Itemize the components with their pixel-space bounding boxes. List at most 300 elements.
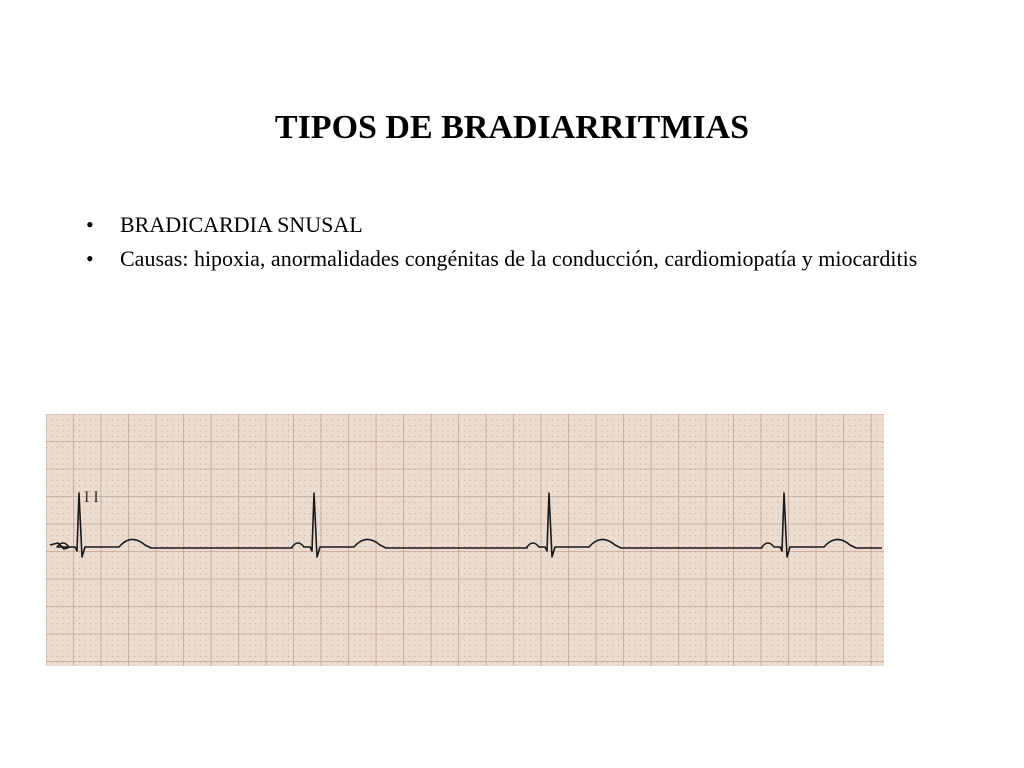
ecg-grid-dot xyxy=(437,491,438,492)
ecg-grid-dot xyxy=(63,436,64,437)
ecg-grid-dot xyxy=(310,475,311,476)
ecg-grid-dot xyxy=(173,491,174,492)
ecg-grid-dot xyxy=(134,486,135,487)
ecg-grid-dot xyxy=(206,486,207,487)
ecg-grid-dot xyxy=(547,596,548,597)
ecg-grid-dot xyxy=(85,508,86,509)
ecg-grid-dot xyxy=(508,645,509,646)
ecg-grid-dot xyxy=(448,585,449,586)
ecg-grid-dot xyxy=(585,541,586,542)
ecg-grid-dot xyxy=(492,629,493,630)
ecg-grid-dot xyxy=(442,530,443,531)
ecg-grid-dot xyxy=(167,546,168,547)
ecg-grid-dot xyxy=(250,651,251,652)
ecg-grid-dot xyxy=(574,563,575,564)
ecg-grid-dot xyxy=(85,486,86,487)
ecg-grid-dot xyxy=(464,557,465,558)
bullet-list xyxy=(86,212,966,280)
ecg-grid-dot xyxy=(52,508,53,509)
ecg-grid-dot xyxy=(206,541,207,542)
ecg-grid-dot xyxy=(393,656,394,657)
ecg-grid-dot xyxy=(112,629,113,630)
ecg-grid-dot xyxy=(382,541,383,542)
ecg-grid-dot xyxy=(470,557,471,558)
ecg-grid-dot xyxy=(283,535,284,536)
ecg-grid-dot xyxy=(57,486,58,487)
ecg-grid-dot xyxy=(448,420,449,421)
ecg-grid-dot xyxy=(173,568,174,569)
ecg-grid-dot xyxy=(255,530,256,531)
ecg-grid-dot xyxy=(134,480,135,481)
ecg-grid-dot xyxy=(52,458,53,459)
ecg-grid-dot xyxy=(503,453,504,454)
ecg-grid-dot xyxy=(283,431,284,432)
ecg-grid-dot xyxy=(173,447,174,448)
ecg-grid-dot xyxy=(629,656,630,657)
ecg-grid-dot xyxy=(508,574,509,575)
ecg-grid-dot xyxy=(283,425,284,426)
ecg-grid-dot xyxy=(90,425,91,426)
ecg-grid-dot xyxy=(85,447,86,448)
ecg-grid-dot xyxy=(464,458,465,459)
ecg-grid-dot xyxy=(272,585,273,586)
ecg-grid-dot xyxy=(250,508,251,509)
ecg-grid-dot xyxy=(618,590,619,591)
ecg-grid-dot xyxy=(585,464,586,465)
ecg-grid-dot xyxy=(123,623,124,624)
ecg-grid-dot xyxy=(420,447,421,448)
ecg-grid-dot xyxy=(217,480,218,481)
ecg-grid-dot xyxy=(272,645,273,646)
ecg-grid-dot xyxy=(585,491,586,492)
ecg-grid-dot xyxy=(167,574,168,575)
ecg-grid-dot xyxy=(112,541,113,542)
ecg-grid-dot xyxy=(508,425,509,426)
ecg-grid-dot xyxy=(503,502,504,503)
ecg-grid-dot xyxy=(552,563,553,564)
ecg-grid-dot xyxy=(365,519,366,520)
ecg-grid-dot xyxy=(118,530,119,531)
ecg-grid-dot xyxy=(481,585,482,586)
ecg-grid-dot xyxy=(96,464,97,465)
ecg-grid-dot xyxy=(629,530,630,531)
ecg-grid-dot xyxy=(195,612,196,613)
ecg-grid-dot xyxy=(525,590,526,591)
ecg-grid-dot xyxy=(420,656,421,657)
ecg-grid-dot xyxy=(189,596,190,597)
ecg-grid-dot xyxy=(151,486,152,487)
ecg-grid-dot xyxy=(96,574,97,575)
ecg-grid-dot xyxy=(591,612,592,613)
ecg-grid-dot xyxy=(189,585,190,586)
ecg-grid-dot xyxy=(343,601,344,602)
ecg-grid-dot xyxy=(189,623,190,624)
ecg-grid-dot xyxy=(222,458,223,459)
ecg-grid-dot xyxy=(635,480,636,481)
ecg-grid-dot xyxy=(68,557,69,558)
ecg-grid-dot xyxy=(96,629,97,630)
ecg-grid-dot xyxy=(448,508,449,509)
ecg-grid-dot xyxy=(574,513,575,514)
ecg-grid-dot xyxy=(530,618,531,619)
ecg-grid-dot xyxy=(305,623,306,624)
ecg-grid-dot xyxy=(96,541,97,542)
ecg-grid-dot xyxy=(206,464,207,465)
ecg-grid-dot xyxy=(79,557,80,558)
ecg-grid-dot xyxy=(475,618,476,619)
ecg-grid-dot xyxy=(316,453,317,454)
ecg-grid-dot xyxy=(536,574,537,575)
ecg-grid-dot xyxy=(162,618,163,619)
ecg-grid-dot xyxy=(530,601,531,602)
ecg-grid-dot xyxy=(200,645,201,646)
ecg-grid-dot xyxy=(305,486,306,487)
ecg-grid-dot xyxy=(393,519,394,520)
ecg-grid-dot xyxy=(250,618,251,619)
ecg-grid-dot xyxy=(552,508,553,509)
ecg-grid-dot xyxy=(338,420,339,421)
ecg-grid-dot xyxy=(635,640,636,641)
ecg-grid-dot xyxy=(200,486,201,487)
ecg-grid-dot xyxy=(299,513,300,514)
ecg-grid-dot xyxy=(277,656,278,657)
ecg-grid-dot xyxy=(195,596,196,597)
ecg-grid-dot xyxy=(453,596,454,597)
ecg-grid-dot xyxy=(228,519,229,520)
ecg-grid-dot xyxy=(272,546,273,547)
ecg-grid-dot xyxy=(200,513,201,514)
ecg-grid-dot xyxy=(57,640,58,641)
ecg-grid-dot xyxy=(57,530,58,531)
ecg-grid-dot xyxy=(574,590,575,591)
ecg-grid-dot xyxy=(288,530,289,531)
ecg-grid-dot xyxy=(162,574,163,575)
ecg-grid-dot xyxy=(250,541,251,542)
ecg-grid-dot xyxy=(343,530,344,531)
ecg-grid-dot xyxy=(244,480,245,481)
ecg-grid-dot xyxy=(591,447,592,448)
ecg-grid-dot xyxy=(387,596,388,597)
ecg-grid-dot xyxy=(206,629,207,630)
ecg-grid-dot xyxy=(228,491,229,492)
ecg-grid-dot xyxy=(79,453,80,454)
ecg-grid-dot xyxy=(530,464,531,465)
ecg-grid-dot xyxy=(79,546,80,547)
ecg-grid-dot xyxy=(68,601,69,602)
ecg-grid-dot xyxy=(519,447,520,448)
ecg-grid-dot xyxy=(398,519,399,520)
ecg-grid-dot xyxy=(398,475,399,476)
ecg-grid-dot xyxy=(338,563,339,564)
ecg-grid-dot xyxy=(277,519,278,520)
ecg-grid-dot xyxy=(492,623,493,624)
ecg-grid-dot xyxy=(118,656,119,657)
ecg-grid-dot xyxy=(607,618,608,619)
ecg-grid-dot xyxy=(299,425,300,426)
ecg-grid-dot xyxy=(409,508,410,509)
ecg-grid-dot xyxy=(591,596,592,597)
ecg-grid-dot xyxy=(217,563,218,564)
ecg-grid-dot xyxy=(288,546,289,547)
ecg-grid-dot xyxy=(552,541,553,542)
ecg-grid-dot xyxy=(492,447,493,448)
ecg-grid-dot xyxy=(365,486,366,487)
ecg-grid-dot xyxy=(382,590,383,591)
ecg-grid-dot xyxy=(360,596,361,597)
ecg-grid-dot xyxy=(591,464,592,465)
ecg-grid-dot xyxy=(497,486,498,487)
ecg-grid-dot xyxy=(580,502,581,503)
ecg-grid-dot xyxy=(574,447,575,448)
ecg-grid-dot xyxy=(189,640,190,641)
ecg-grid-dot xyxy=(558,480,559,481)
ecg-grid-dot xyxy=(563,541,564,542)
ecg-grid-dot xyxy=(112,590,113,591)
ecg-grid-dot xyxy=(613,612,614,613)
ecg-grid-dot xyxy=(365,453,366,454)
ecg-grid-dot xyxy=(52,546,53,547)
ecg-grid-dot xyxy=(206,618,207,619)
ecg-grid-dot xyxy=(140,612,141,613)
ecg-grid-dot xyxy=(525,480,526,481)
ecg-grid-dot xyxy=(206,508,207,509)
ecg-grid-dot xyxy=(547,623,548,624)
ecg-grid-dot xyxy=(437,530,438,531)
ecg-grid-dot xyxy=(68,453,69,454)
ecg-grid-dot xyxy=(382,651,383,652)
ecg-grid-dot xyxy=(118,425,119,426)
ecg-grid-dot xyxy=(145,431,146,432)
ecg-grid-dot xyxy=(602,502,603,503)
ecg-grid-dot xyxy=(536,585,537,586)
ecg-grid-dot xyxy=(145,464,146,465)
ecg-grid-dot xyxy=(338,480,339,481)
ecg-grid-dot xyxy=(255,651,256,652)
ecg-grid-dot xyxy=(145,618,146,619)
ecg-grid-dot xyxy=(393,541,394,542)
ecg-grid-dot xyxy=(492,612,493,613)
ecg-grid-dot xyxy=(277,645,278,646)
ecg-grid-dot xyxy=(261,447,262,448)
ecg-grid-dot xyxy=(519,546,520,547)
ecg-grid-dot xyxy=(393,651,394,652)
ecg-grid-dot xyxy=(442,464,443,465)
ecg-grid-dot xyxy=(409,425,410,426)
ecg-grid-dot xyxy=(338,453,339,454)
ecg-grid-dot xyxy=(585,563,586,564)
ecg-grid-dot xyxy=(228,574,229,575)
ecg-grid-dot xyxy=(371,502,372,503)
ecg-grid-dot xyxy=(68,651,69,652)
ecg-grid-dot xyxy=(255,502,256,503)
ecg-grid-dot xyxy=(118,541,119,542)
bullet-item-1 xyxy=(86,212,966,238)
ecg-grid-dot xyxy=(222,557,223,558)
ecg-grid-dot xyxy=(112,420,113,421)
ecg-grid-dot xyxy=(387,420,388,421)
ecg-grid-dot xyxy=(453,623,454,624)
ecg-grid-dot xyxy=(206,530,207,531)
ecg-grid-dot xyxy=(580,535,581,536)
ecg-grid-dot xyxy=(57,436,58,437)
ecg-grid-dot xyxy=(503,530,504,531)
ecg-grid-dot xyxy=(607,651,608,652)
ecg-grid-dot xyxy=(261,535,262,536)
ecg-grid-dot xyxy=(519,623,520,624)
ecg-grid-dot xyxy=(283,596,284,597)
ecg-grid-dot xyxy=(464,612,465,613)
ecg-grid-dot xyxy=(393,464,394,465)
ecg-grid-dot xyxy=(525,629,526,630)
ecg-grid-dot xyxy=(437,568,438,569)
ecg-grid-dot xyxy=(151,491,152,492)
ecg-grid-dot xyxy=(426,574,427,575)
ecg-grid-dot xyxy=(228,475,229,476)
ecg-grid-dot xyxy=(613,623,614,624)
ecg-grid-dot xyxy=(442,480,443,481)
ecg-grid-dot xyxy=(277,563,278,564)
ecg-grid-dot xyxy=(305,513,306,514)
ecg-grid-dot xyxy=(200,557,201,558)
ecg-grid-dot xyxy=(470,447,471,448)
ecg-grid-dot xyxy=(228,453,229,454)
ecg-grid-dot xyxy=(57,519,58,520)
ecg-grid-dot xyxy=(426,535,427,536)
ecg-grid-dot xyxy=(228,436,229,437)
ecg-grid-dot xyxy=(255,640,256,641)
ecg-grid-dot xyxy=(338,585,339,586)
ecg-grid-dot xyxy=(261,458,262,459)
ecg-grid-dot xyxy=(167,601,168,602)
ecg-grid-dot xyxy=(497,436,498,437)
ecg-grid-dot xyxy=(574,420,575,421)
ecg-grid-dot xyxy=(332,651,333,652)
ecg-grid-dot xyxy=(530,502,531,503)
ecg-grid-dot xyxy=(481,612,482,613)
ecg-grid-dot xyxy=(112,519,113,520)
ecg-grid-dot xyxy=(448,596,449,597)
ecg-grid-dot xyxy=(448,612,449,613)
ecg-grid-dot xyxy=(233,420,234,421)
ecg-grid-dot xyxy=(607,502,608,503)
ecg-grid-dot xyxy=(250,530,251,531)
ecg-grid-dot xyxy=(63,425,64,426)
ecg-grid-dot xyxy=(332,508,333,509)
ecg-grid-dot xyxy=(365,601,366,602)
ecg-grid-dot xyxy=(63,475,64,476)
ecg-grid-dot xyxy=(107,645,108,646)
ecg-grid-dot xyxy=(343,519,344,520)
ecg-grid-dot xyxy=(316,436,317,437)
ecg-grid-dot xyxy=(519,612,520,613)
ecg-grid-dot xyxy=(107,475,108,476)
ecg-grid-dot xyxy=(162,601,163,602)
ecg-grid-dot xyxy=(134,502,135,503)
ecg-grid-dot xyxy=(206,585,207,586)
ecg-grid-dot xyxy=(547,491,548,492)
ecg-grid-dot xyxy=(52,513,53,514)
ecg-grid-dot xyxy=(338,458,339,459)
ecg-grid-dot xyxy=(327,623,328,624)
ecg-grid-dot xyxy=(96,601,97,602)
ecg-grid-dot xyxy=(635,431,636,432)
ecg-grid-dot xyxy=(497,645,498,646)
ecg-grid-dot xyxy=(580,601,581,602)
ecg-grid-dot xyxy=(200,618,201,619)
ecg-grid-dot xyxy=(57,513,58,514)
ecg-grid-dot xyxy=(618,420,619,421)
ecg-grid-dot xyxy=(299,436,300,437)
ecg-grid-dot xyxy=(602,420,603,421)
ecg-grid-dot xyxy=(90,475,91,476)
ecg-grid-dot xyxy=(112,486,113,487)
ecg-grid-dot xyxy=(387,453,388,454)
ecg-grid-dot xyxy=(453,612,454,613)
ecg-grid-dot xyxy=(618,645,619,646)
ecg-grid-dot xyxy=(79,651,80,652)
ecg-grid-dot xyxy=(255,585,256,586)
ecg-grid-dot xyxy=(233,574,234,575)
ecg-grid-dot xyxy=(316,475,317,476)
ecg-grid-dot xyxy=(96,557,97,558)
ecg-grid-dot xyxy=(409,618,410,619)
ecg-grid-dot xyxy=(640,502,641,503)
ecg-grid-dot xyxy=(640,508,641,509)
ecg-grid-dot xyxy=(442,502,443,503)
ecg-grid-dot xyxy=(68,618,69,619)
ecg-grid-dot xyxy=(365,568,366,569)
ecg-grid-dot xyxy=(272,464,273,465)
ecg-grid-dot xyxy=(618,651,619,652)
ecg-grid-dot xyxy=(382,420,383,421)
ecg-grid-dot xyxy=(470,420,471,421)
ecg-grid-dot xyxy=(167,590,168,591)
ecg-grid-dot xyxy=(277,480,278,481)
ecg-grid-dot xyxy=(580,645,581,646)
ecg-grid-dot xyxy=(299,590,300,591)
ecg-grid-dot xyxy=(525,447,526,448)
ecg-grid-dot xyxy=(79,447,80,448)
ecg-grid-dot xyxy=(305,431,306,432)
ecg-grid-dot xyxy=(327,486,328,487)
ecg-grid-dot xyxy=(189,502,190,503)
ecg-grid-dot xyxy=(332,425,333,426)
ecg-grid-dot xyxy=(140,546,141,547)
ecg-grid-dot xyxy=(52,623,53,624)
ecg-grid-dot xyxy=(530,557,531,558)
ecg-grid-dot xyxy=(228,486,229,487)
ecg-grid-dot xyxy=(272,640,273,641)
ecg-grid-dot xyxy=(123,436,124,437)
ecg-grid-dot xyxy=(123,508,124,509)
ecg-grid-dot xyxy=(525,563,526,564)
ecg-grid-dot xyxy=(448,475,449,476)
ecg-grid-dot xyxy=(464,453,465,454)
ecg-grid-dot xyxy=(255,491,256,492)
ecg-grid-dot xyxy=(195,574,196,575)
ecg-grid-dot xyxy=(79,420,80,421)
ecg-grid-dot xyxy=(277,453,278,454)
ecg-grid-dot xyxy=(310,601,311,602)
ecg-grid-dot xyxy=(613,629,614,630)
ecg-grid-dot xyxy=(316,618,317,619)
ecg-grid-dot xyxy=(195,645,196,646)
ecg-grid-dot xyxy=(475,464,476,465)
bullet-text: Causas: hipoxia, anormalidades congénitas de la conducción, cardiomiopatía y miocarditis xyxy=(120,246,918,271)
ecg-grid-dot xyxy=(217,574,218,575)
ecg-grid-dot xyxy=(244,486,245,487)
ecg-grid-dot xyxy=(354,612,355,613)
